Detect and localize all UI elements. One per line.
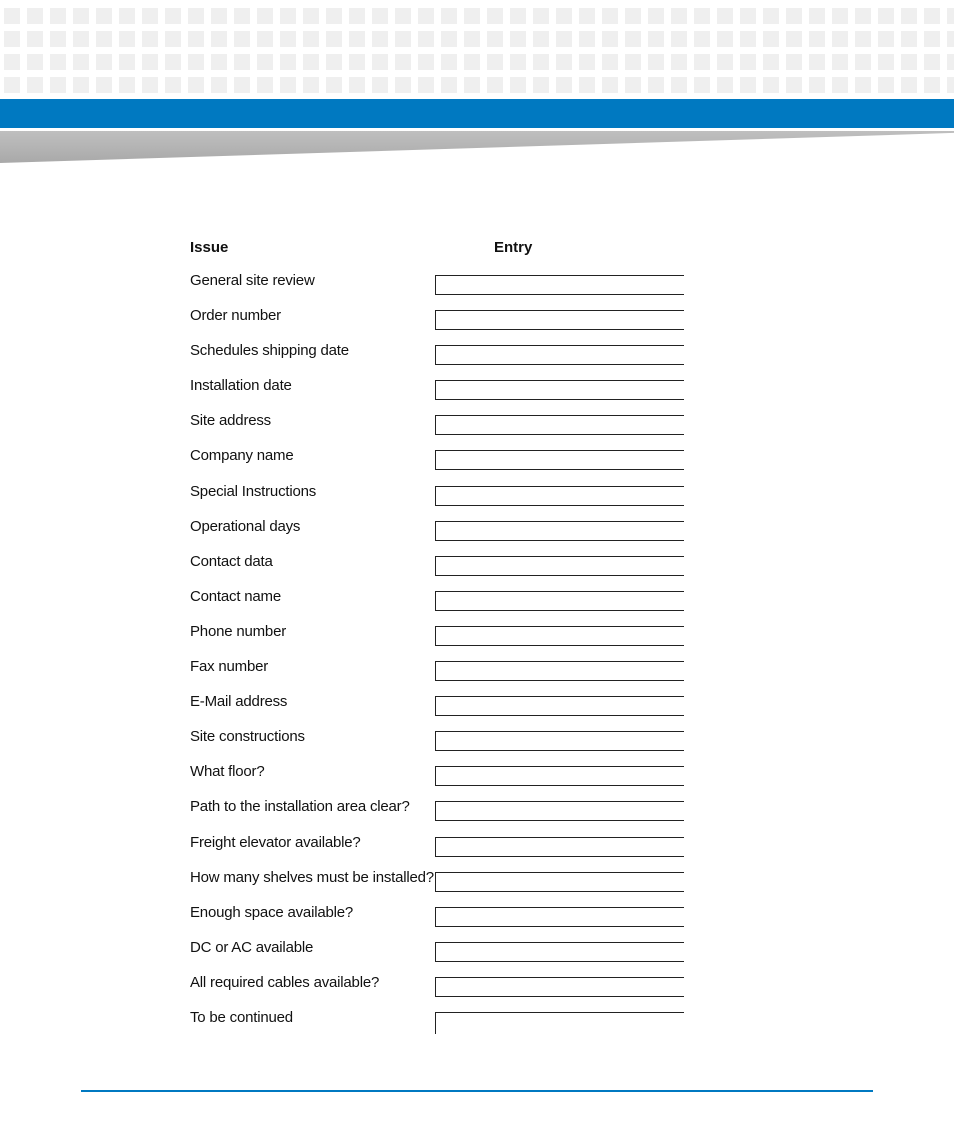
issue-label: How many shelves must be installed? (190, 868, 434, 886)
table-header (190, 236, 690, 260)
entry-field[interactable] (435, 907, 684, 927)
entry-field[interactable] (435, 591, 684, 611)
table-row (190, 506, 690, 541)
table-row (190, 541, 690, 576)
header-blue-band (0, 99, 954, 128)
issue-label: Contact data (190, 552, 273, 570)
table-row (190, 927, 690, 962)
table-row (190, 646, 690, 681)
entry-field[interactable] (435, 801, 684, 821)
table-row (190, 471, 690, 506)
issue-label: Enough space available? (190, 903, 354, 921)
issue-label: Special Instructions (190, 482, 317, 500)
entry-field[interactable] (435, 626, 684, 646)
entry-field[interactable] (435, 310, 684, 330)
entry-field[interactable] (435, 661, 684, 681)
table-row (190, 435, 690, 470)
issue-label: Contact name (190, 587, 281, 605)
issue-label: Schedules shipping date (190, 342, 349, 360)
entry-field[interactable] (435, 486, 684, 506)
issue-label: Site constructions (190, 728, 305, 746)
entry-field[interactable] (435, 942, 684, 962)
table-row (190, 260, 690, 295)
entry-field[interactable] (435, 977, 684, 997)
issue-label: Company name (190, 447, 294, 465)
entry-field[interactable] (435, 380, 684, 400)
table-row (190, 822, 690, 857)
entry-field[interactable] (435, 872, 684, 892)
entry-field[interactable] (435, 766, 684, 786)
entry-field[interactable] (435, 837, 684, 857)
table-row (190, 751, 690, 786)
issue-label: Phone number (190, 622, 287, 640)
issue-label: Path to the installation area clear? (190, 798, 410, 816)
issue-label: Freight elevator available? (190, 833, 361, 851)
entry-field[interactable] (435, 521, 684, 541)
entry-field[interactable] (435, 275, 684, 295)
entry-field[interactable] (435, 731, 684, 751)
table-row (190, 997, 690, 1032)
entry-field[interactable] (435, 556, 684, 576)
column-header-issue: Issue (190, 239, 229, 256)
table-row (190, 892, 690, 927)
table-rows (190, 260, 690, 1032)
issue-label: Site address (190, 412, 271, 430)
header-square-pattern (4, 5, 954, 93)
table-row (190, 716, 690, 751)
entry-field[interactable] (435, 415, 684, 435)
table-row (190, 330, 690, 365)
issue-label: Operational days (190, 517, 301, 535)
issue-label: All required cables available? (190, 973, 380, 991)
table-row (190, 857, 690, 892)
issue-label: General site review (190, 272, 315, 289)
entry-field[interactable] (435, 450, 684, 470)
entry-field[interactable] (435, 696, 684, 716)
issue-label: DC or AC available (190, 938, 314, 956)
entry-field[interactable] (435, 345, 684, 365)
footer-rule (81, 1090, 873, 1092)
table-row (190, 295, 690, 330)
table-row (190, 576, 690, 611)
issue-label: To be continued (190, 1008, 293, 1026)
issue-label: Order number (190, 307, 281, 325)
issue-label: Fax number (190, 658, 269, 676)
site-checklist-table (190, 236, 690, 1032)
issue-label: E-Mail address (190, 693, 288, 711)
table-row (190, 962, 690, 997)
table-row (190, 400, 690, 435)
table-row (190, 365, 690, 400)
table-row (190, 611, 690, 646)
issue-label: Installation date (190, 377, 292, 395)
issue-label: What floor? (190, 763, 265, 781)
entry-field[interactable] (435, 1012, 684, 1034)
header-grey-wedge (0, 131, 954, 163)
table-row (190, 786, 690, 821)
table-row (190, 681, 690, 716)
column-header-entry: Entry (494, 239, 533, 256)
